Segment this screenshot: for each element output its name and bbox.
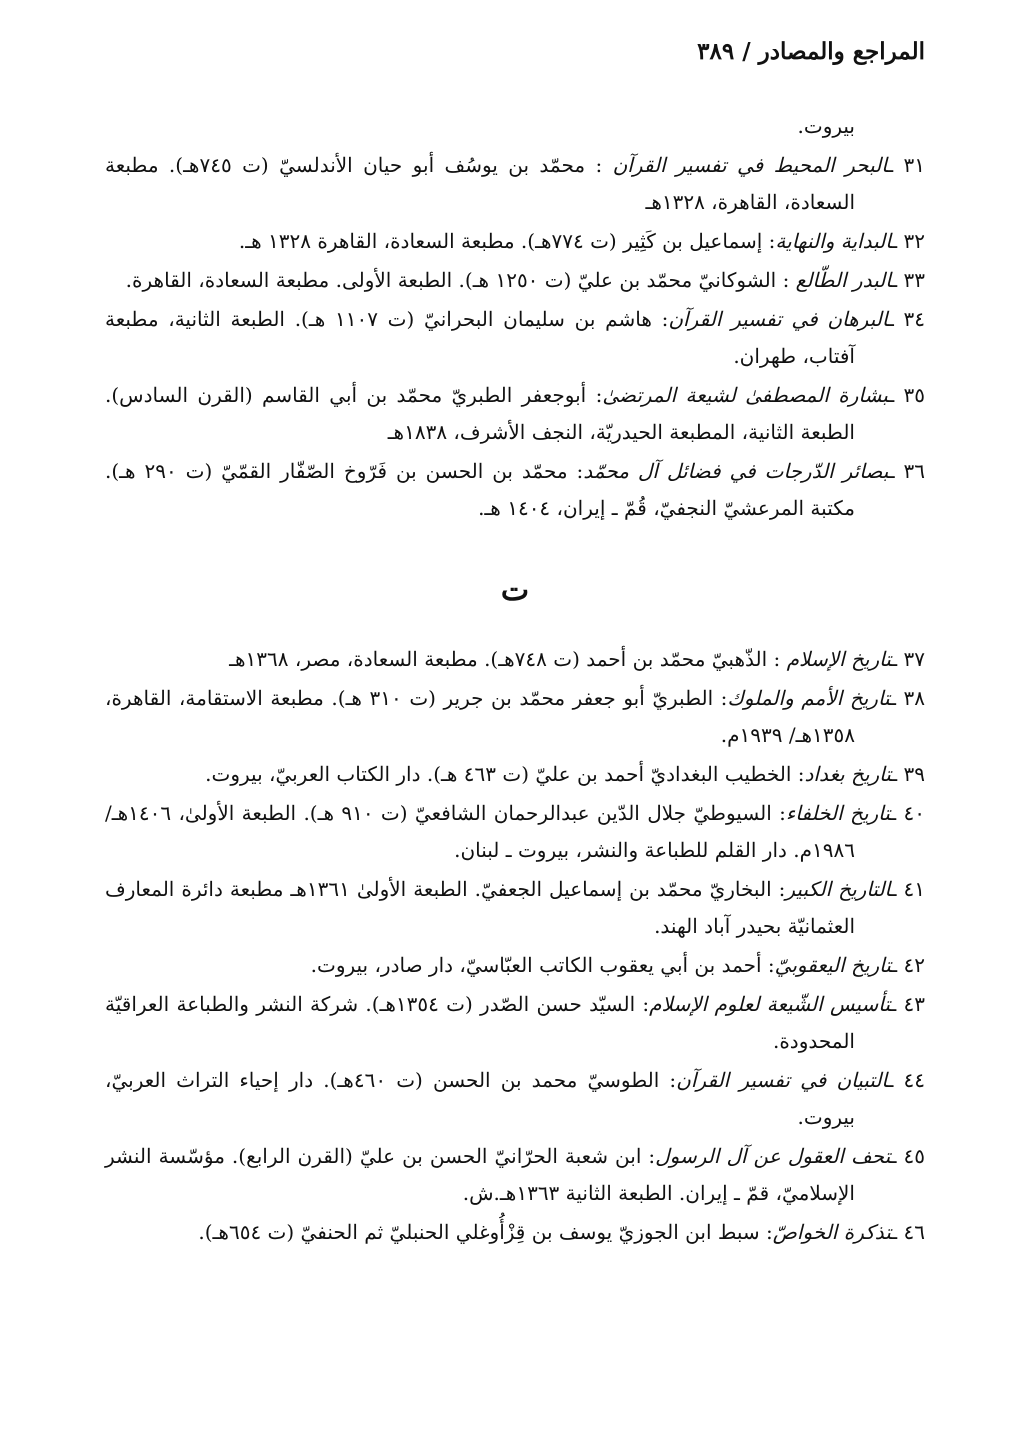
bibliography-entry: ٣٥ ـبشارة المصطفىٰ لشيعة المرتضىٰ: أبوجعفر الطبريّ محمّد بن أبي القاسم (القرن السادس). الطبعة الثانية، المطبعة الحيدريّة، النجف الأشرف، ١٨٣٨هـ [105, 383, 925, 444]
bibliography-entry: ٤٣ ـتأسيس الشّيعة لعلوم الإسلام: السيّد حسن الصّدر (ت ١٣٥٤هـ). شركة النشر والطباعة العراقيّة المحدودة. [105, 992, 925, 1053]
entries-before [105, 147, 925, 527]
bibliography-entry: ٣٨ ـتاريخ الأمم والملوك: الطبريّ أبو جعفر محمّد بن جرير (ت ٣١٠ هـ). مطبعة الاستقامة، القاهرة، ١٣٥٨هـ/ ١٩٣٩م. [105, 686, 925, 747]
bibliography-entry: ٤٥ ـتحف العقول عن آل الرسول: ابن شعبة الحرّانيّ الحسن بن عليّ (القرن الرابع). مؤسّسة النشر الإسلاميّ، قمّ ـ إيران. الطبعة الثانية ١٣٦٣هـ.ش. [105, 1144, 925, 1205]
section-letter-heading: ت [500, 573, 530, 608]
bibliography-entry: ٣٣ ـالبدر الطّالع : الشوكانيّ محمّد بن عليّ (ت ١٢٥٠ هـ). الطبعة الأولى. مطبعة السعادة، القاهرة. [125, 268, 925, 292]
bibliography-entry: ٤١ ـالتاريخ الكبير: البخاريّ محمّد بن إسماعيل الجعفيّ. الطبعة الأولىٰ ١٣٦١هـ مطبعة دائرة المعارف العثمانيّة بحيدر آباد الهند. [105, 877, 925, 938]
bibliography-entry: ٣١ ـالبحر المحيط في تفسير القرآن : محمّد بن يوسُف أبو حيان الأندلسيّ (ت ٧٤٥هـ). مطبعة السعادة، القاهرة، ١٣٢٨هـ [105, 153, 926, 214]
bibliography-entry: ٣٦ ـبصائر الدّرجات في فضائل آل محمّد: محمّد بن الحسن بن فَرّوخ الصّفّار القمّيّ (ت ٢٩٠ هـ). مكتبة المرعشيّ النجفيّ، قُمّ ـ إيران، ١٤٠٤ هـ. [105, 459, 925, 520]
bibliography-entry: ٤٠ ـتاريخ الخلفاء: السيوطيّ جلال الدّين عبدالرحمان الشافعيّ (ت ٩١٠ هـ). الطبعة الأولىٰ، ١٤٠٦هـ/ ١٩٨٦م. دار القلم للطباعة والنشر، بيروت ـ لبنان. [105, 801, 925, 862]
entries-after [105, 641, 925, 1251]
running-head: المراجع والمصادر / ٣٨٩ [697, 38, 925, 65]
bibliography-entry: ٣٩ ـتاريخ بغداد: الخطيب البغداديّ أحمد بن عليّ (ت ٤٦٣ هـ). دار الكتاب العربيّ، بيروت. [205, 762, 925, 786]
bibliography-list [105, 108, 925, 1253]
bibliography-entry: ٤٤ ـالتبيان في تفسير القرآن: الطوسيّ محمد بن الحسن (ت ٤٦٠هـ). دار إحياء التراث العربيّ، بيروت. [105, 1068, 926, 1129]
continuation-line: بيروت. [797, 114, 855, 138]
bibliography-entry: ٤٦ ـتذكرة الخواصّ: سبط ابن الجوزيّ يوسف بن قِزْأُوغلي الحنبليّ ثم الحنفيّ (ت ٦٥٤هـ). [198, 1220, 925, 1244]
bibliography-entry: ٣٤ ـالبرهان في تفسير القرآن: هاشم بن سليمان البحرانيّ (ت ١١٠٧ هـ). الطبعة الثانية، مطبعة آفتاب، طهران. [105, 307, 926, 368]
bibliography-entry: ٤٢ ـتاريخ اليعقوبيّ: أحمد بن أبي يعقوب الكاتب العبّاسيّ، دار صادر، بيروت. [310, 953, 925, 977]
bibliography-entry: ٣٢ ـالبداية والنهاية: إسماعيل بن كَثِير (ت ٧٧٤هـ). مطبعة السعادة، القاهرة ١٣٢٨ هـ. [238, 229, 925, 253]
bibliography-entry: ٣٧ ـتاريخ الإسلام : الذّهبيّ محمّد بن أحمد (ت ٧٤٨هـ). مطبعة السعادة، مصر، ١٣٦٨هـ [229, 647, 925, 671]
